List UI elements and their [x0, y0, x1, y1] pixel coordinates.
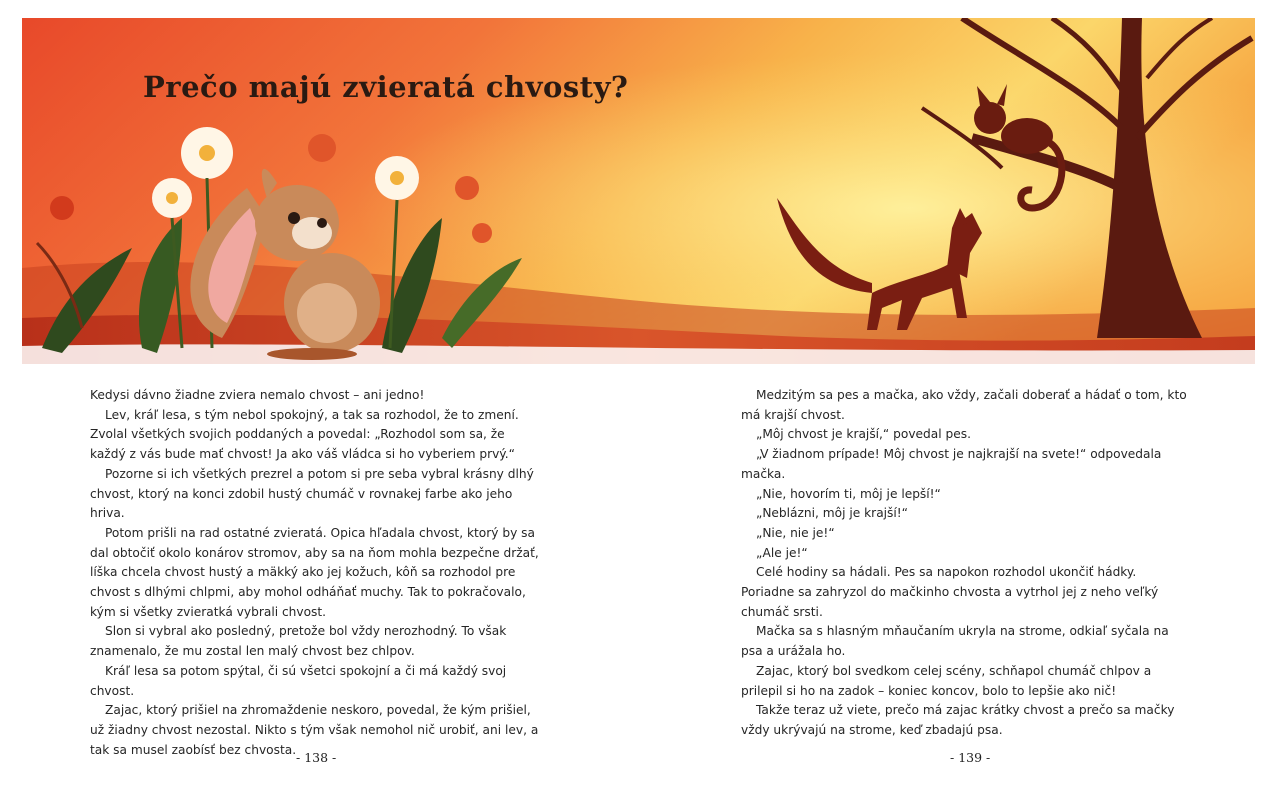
paragraph: Pozorne si ich všetkých prezrel a potom si pre seba vybral krásny dlhý chvost, ktorý na konci zdobil hustý chumáč v rovnakej farbe ako jeho hriva. — [90, 466, 534, 521]
paragraph: Celé hodiny sa hádali. Pes sa napokon rozhodol ukončiť hádky. Poriadne sa zahryzol do mačkinho chvosta a vytrhol jej z neho veľký chumáč srsti. — [741, 565, 1159, 619]
paragraph: Zajac, ktorý prišiel na zhromaždenie neskoro, povedal, že kým prišiel, už žiadny chvost nezostal. Nikto s tým však nemohol nič urobiť, ani lev, a tak sa musel zaobísť bez chvosta. — [90, 703, 539, 757]
paragraph: Potom prišli na rad ostatné zvieratá. Opica hľadala chvost, ktorý by sa dal obtočiť okolo konárov stromov, aby sa na ňom mohla bezpečne držať, líška chcela chvost hustý a mäkký ako jej kožuch, kôň sa rozhodol pre chvost s dlhými chlpmi, aby mohol odháňať muchy. Tak to pokračovalo, kým si všetky zvieratká vybrali chvost. — [90, 525, 539, 619]
paragraph: „Môj chvost je krajší,“ povedal pes. — [756, 427, 971, 442]
page-title: Prečo majú zvieratá chvosty? — [143, 70, 629, 104]
paragraph: „Neblázni, môj je krajší!“ — [756, 506, 908, 521]
paragraph: „Nie, nie je!“ — [756, 525, 835, 540]
paragraph: Takže teraz už viete, prečo má zajac krátky chvost a prečo sa mačky vždy ukrývajú na strome, keď zbadajú psa. — [741, 703, 1175, 737]
paragraph: Mačka sa s hlasným mňaučaním ukryla na strome, odkiaľ syčala na psa a urážala ho. — [741, 624, 1169, 659]
right-page-text — [741, 386, 1191, 741]
paragraph: Lev, kráľ lesa, s tým nebol spokojný, a tak sa rozhodol, že to zmení. Zvolal všetkých svojich poddaných a povedal: „Rozhodol som sa, že každý z vás bude mať chvost! Ja ako váš vládca si ho vyberiem prvý.“ — [90, 407, 519, 462]
paragraph: Kráľ lesa sa potom spýtal, či sú všetci spokojní a či má každý svoj chvost. — [90, 663, 507, 698]
left-page-text — [90, 386, 540, 760]
paragraph: Medzitým sa pes a mačka, ako vždy, začali doberať a hádať o tom, kto má krajší chvost. — [741, 388, 1187, 422]
paragraph: Kedysi dávno žiadne zviera nemalo chvost – ani jedno! — [90, 388, 425, 402]
paragraph: „Ale je!“ — [756, 545, 808, 560]
page-number-right: - 139 - — [950, 750, 991, 765]
paragraph: Zajac, ktorý bol svedkom celej scény, schňapol chumáč chlpov a prilepil si ho na zadok – koniec koncov, bolo to lepšie ako nič! — [741, 663, 1152, 698]
page-number-left: - 138 - — [296, 750, 337, 765]
paragraph: „V žiadnom prípade! Môj chvost je najkrajší na svete!“ odpovedala mačka. — [741, 447, 1162, 481]
paragraph: „Nie, hovorím ti, môj je lepší!“ — [756, 486, 941, 501]
paragraph: Slon si vybral ako posledný, pretože bol vždy nerozhodný. To však znamenalo, že mu zostal len malý chvost bez chlpov. — [90, 624, 507, 659]
